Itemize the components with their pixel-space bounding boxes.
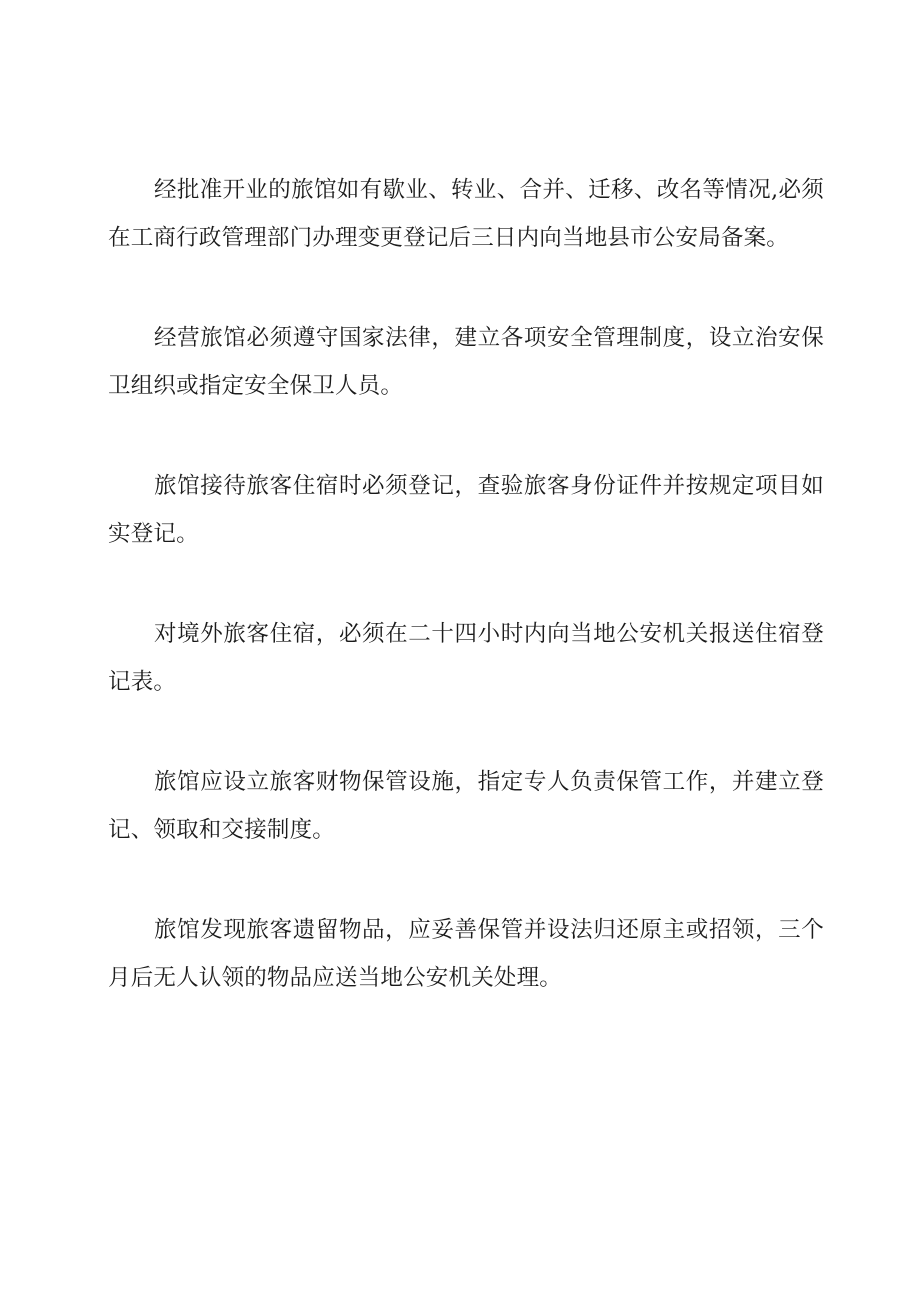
paragraph-2: 经营旅馆必须遵守国家法律，建立各项安全管理制度，设立治安保卫组织或指定安全保卫人员。 [108, 325, 824, 399]
paragraph-1: 经批准开业的旅馆如有歇业、转业、合并、迁移、改名等情况,必须在工商行政管理部门办理变更登记后三日内向当地县市公安局备案。 [108, 177, 824, 251]
paragraph-5: 旅馆应设立旅客财物保管设施，指定专人负责保管工作，并建立登记、领取和交接制度。 [108, 769, 824, 843]
paragraph-4: 对境外旅客住宿，必须在二十四小时内向当地公安机关报送住宿登记表。 [108, 621, 824, 695]
document-body [108, 166, 824, 1054]
paragraph-6: 旅馆发现旅客遗留物品，应妥善保管并设法归还原主或招领，三个月后无人认领的物品应送当地公安机关处理。 [108, 917, 824, 991]
paragraph-3: 旅馆接待旅客住宿时必须登记，查验旅客身份证件并按规定项目如实登记。 [108, 473, 824, 547]
